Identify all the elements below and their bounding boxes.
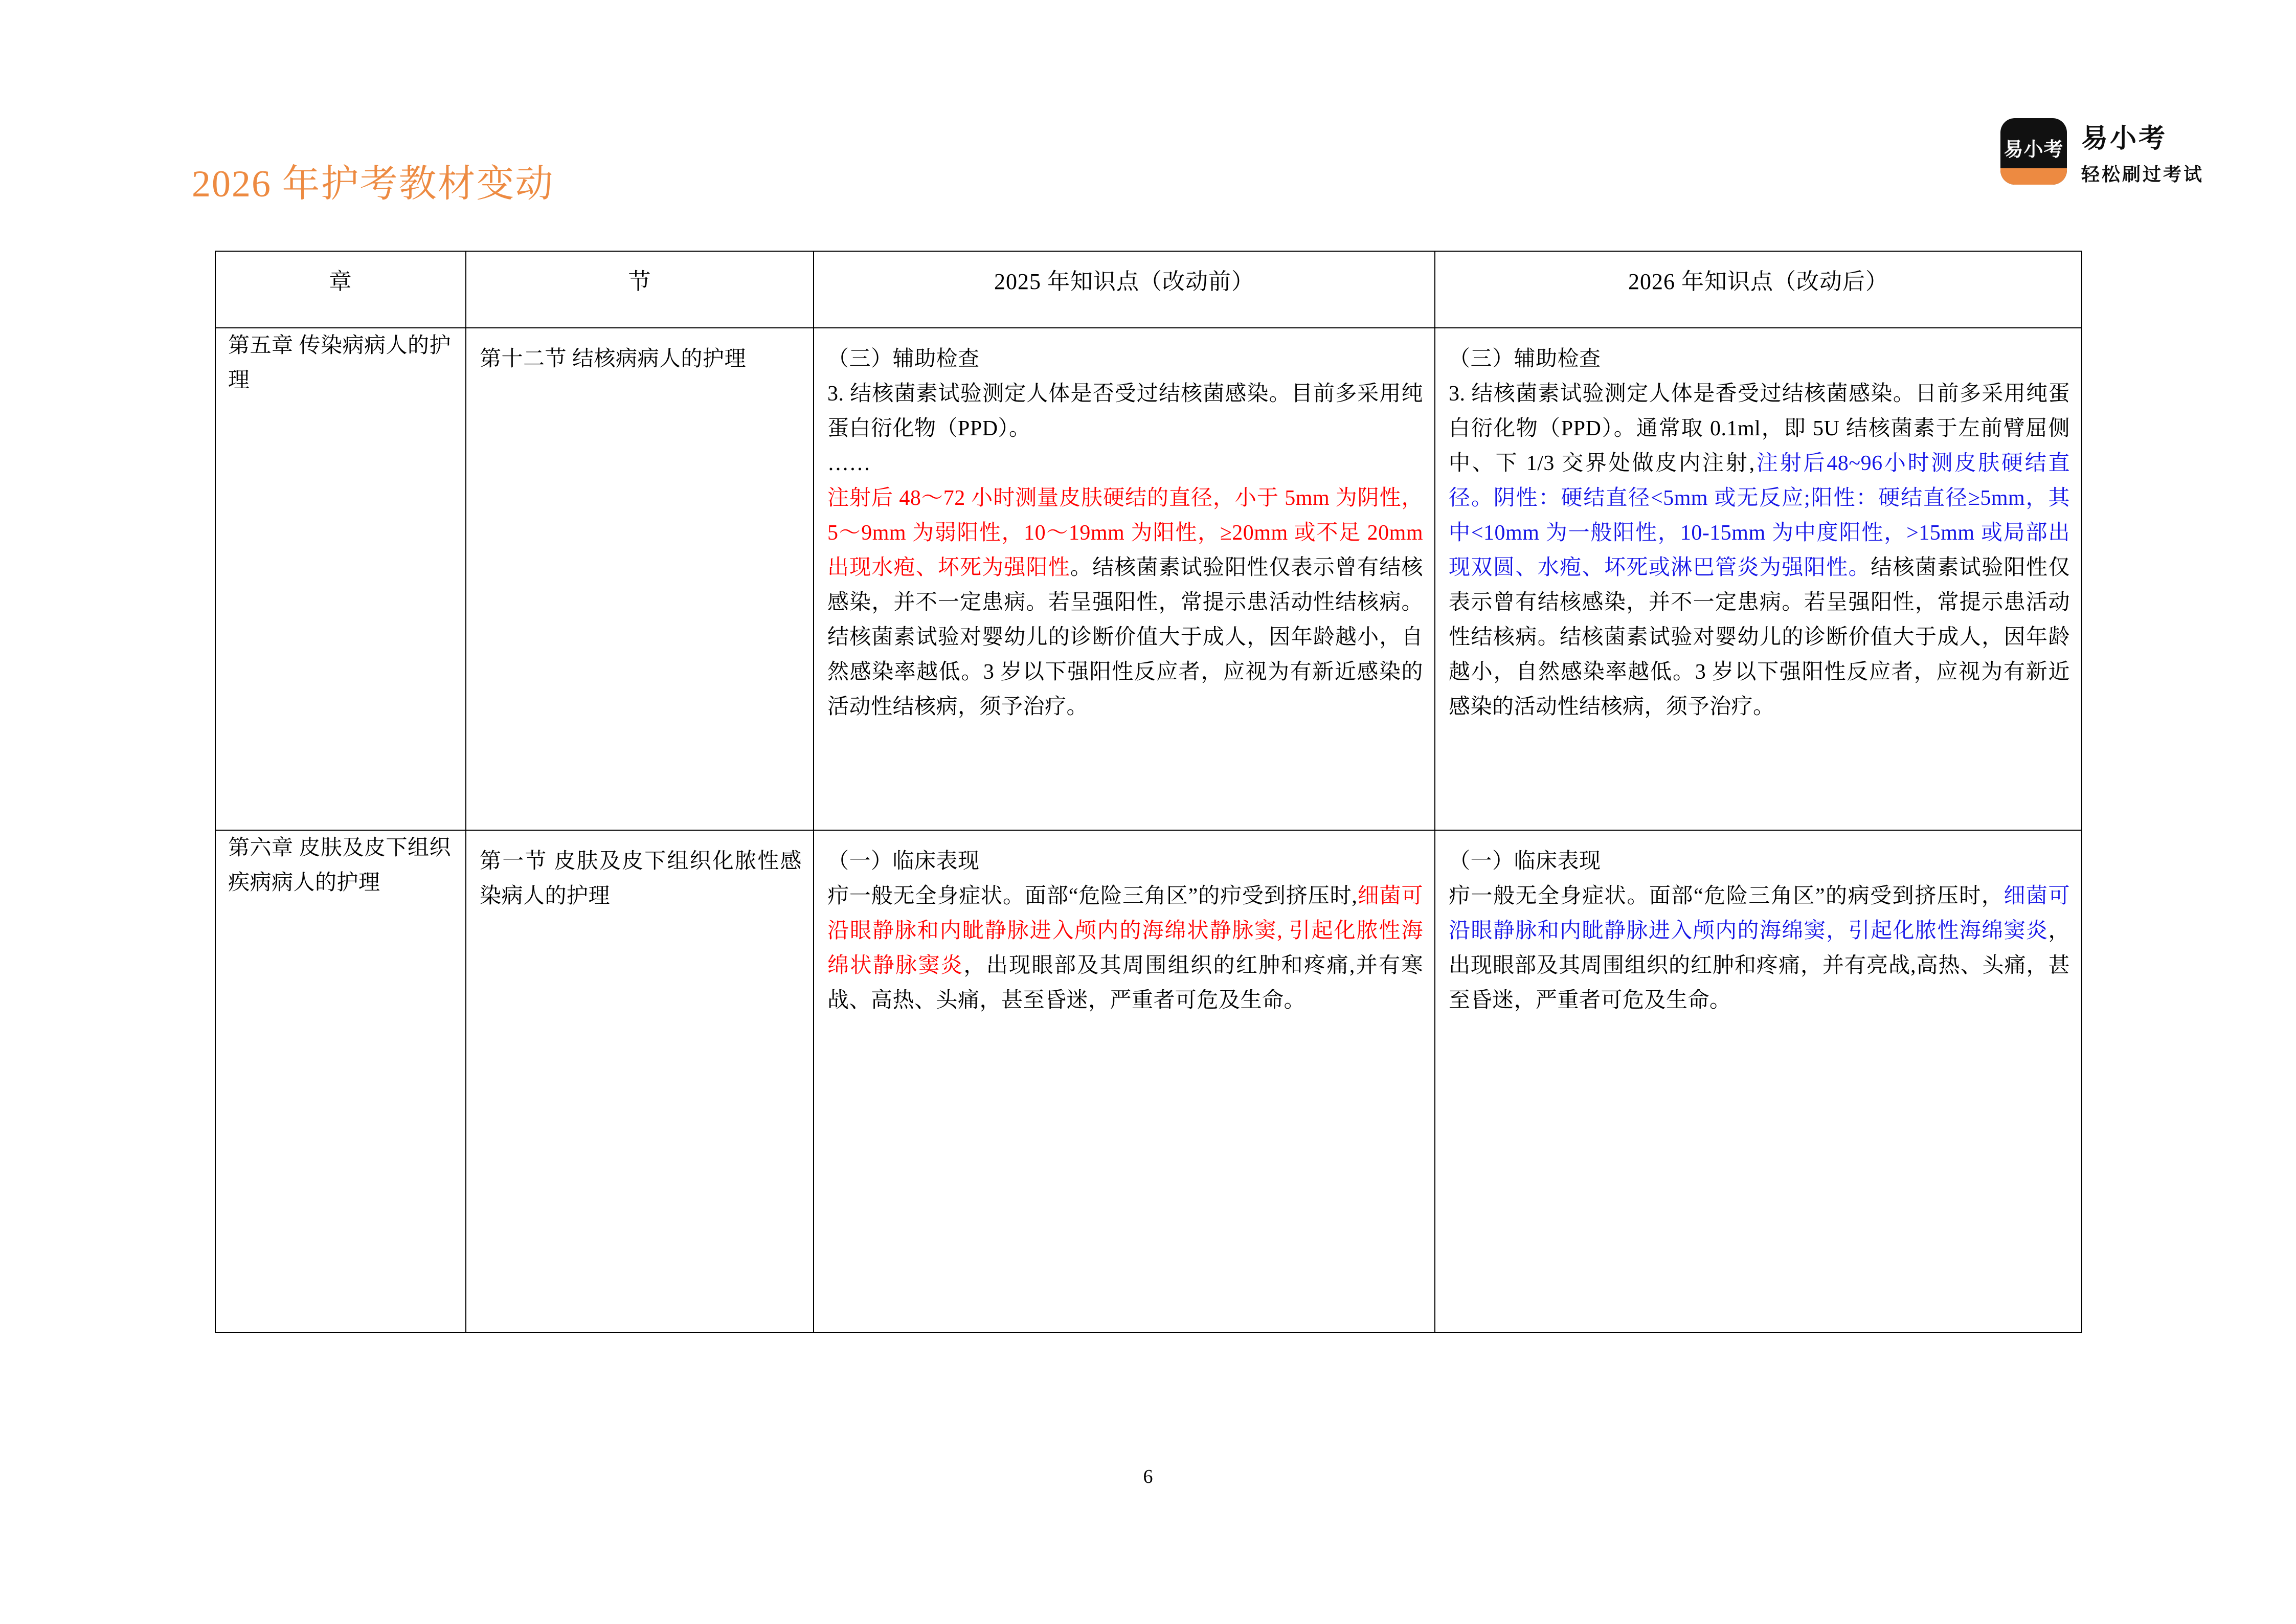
old-text-red-1: 细菌可沿眼静脉和内眦静脉进入颅内的海绵状静脉窦, 引起化脓性海绵状静脉窦炎 [827,884,1423,978]
column-header-chapter: 章 [215,251,466,328]
new-text-black-2: ，出现眼部及其周围组织的红肿和疼痛，并有亮战,高热、头痛，甚至昏迷，严重者可危及生命。 [1449,919,2070,1013]
brand-mark-label: 易小考 [2004,138,2064,161]
new-text-blue-1: 注射后48~96小时测皮肤硬结直径。阴性：硬结直径<5mm 或无反应;阳性：硬结直径≥5mm，其中<10mm 为一般阳性，10-15mm 为中度阳性，>15mm 或局部出现双圆、水疱、坏死或淋巴管炎为强阳性。 [1449,452,2070,580]
brand-slogan: 轻松刷过考试 [2081,164,2204,185]
table-row [215,328,2082,830]
old-knowledge-body [814,328,1434,740]
new-knowledge-body [1435,328,2081,740]
new-text-black-2: 结核菌素试验阳性仅表示曾有结核感染，并不一定患病。若呈强阳性，常提示患活动性结核病。结核菌素试验对婴幼儿的诊断价值大于成人，因年龄越小，自然感染率越低。3 岁以下强阳性反应者，应视为有新近感染的活动性结核病，须予治疗。 [1449,556,2070,719]
old-text-black-2: 。结核菌素试验阳性仅表示曾有结核感染，并不一定患病。若呈强阳性，常提示患活动性结核病。结核菌素试验对婴幼儿的诊断价值大于成人，因年龄越小，自然感染率越低。3 岁以下强阳性反应者，应视为有新近感染的活动性结核病，须予治疗。 [827,556,1423,719]
old-ellipsis: …… [827,452,871,476]
table-header-row [215,251,2082,328]
old-text-black-1: 3. 结核菌素试验测定人体是否受过结核菌感染。目前多采用纯蛋白衍化物（PPD）。 [827,382,1423,441]
old-paragraph [827,376,1423,446]
old-text-red-1: 注射后 48～72 小时测量皮肤硬结的直径，小于 5mm 为阴性，5～9mm 为弱阳性，10～19mm 为阳性，≥20mm 或不足 20mm 出现水疱、坏死为强阳性 [827,486,1423,580]
old-knowledge-cell [814,328,1435,830]
section-label: 第一节 皮肤及皮下组织化脓性感染病人的护理 [480,850,802,908]
new-text-black-1: 疖一般无全身症状。面部“危险三角区”的病受到挤压时， [1449,884,2004,908]
chapter-cell [215,830,466,1332]
old-paragraph-highlight [827,481,1423,724]
old-subheading: （一）临床表现 [827,850,980,873]
column-header-old: 2025 年知识点（改动前） [814,251,1435,328]
new-text-black-1: 3. 结核菌素试验测定人体是香受过结核菌感染。日前多采用纯蛋白衍化物（PPD）。通常取 0.1ml，即 5U 结核菌素于左前臂屈侧中、下 1/3 交界处做皮内注射, [1449,382,2070,476]
new-knowledge-cell [1435,830,2082,1332]
section-cell [466,328,814,830]
brand-name: 易小考 [2081,123,2167,154]
new-paragraph [1449,376,2070,724]
old-text-black-1: 疖一般无全身症状。面部“危险三角区”的疖受到挤压时, [827,884,1358,908]
chapter-label: 第五章 传染病病人的护理 [228,334,452,393]
brand-mark-strip [2000,168,2067,185]
table-row [215,830,2082,1332]
column-header-new: 2026 年知识点（改动后） [1435,251,2082,328]
chapter-label: 第六章 皮肤及皮下组织疾病病人的护理 [228,836,452,895]
new-knowledge-cell [1435,328,2082,830]
section-label: 第十二节 结核病病人的护理 [480,347,747,371]
old-paragraph [827,879,1423,1018]
changes-table [215,251,2082,1333]
brand-logo [2000,117,2204,186]
new-text-blue-1: 细菌可沿眼静脉和内眦静脉进入颅内的海绵窦，引起化脓性海绵窦炎 [1449,884,2070,943]
new-subheading: （三）辅助检查 [1449,347,1601,371]
section-cell [466,830,814,1332]
new-knowledge-body [1435,831,2081,1033]
old-knowledge-body [814,831,1434,1033]
new-paragraph [1449,879,2070,1018]
brand-text-block [2081,117,2204,186]
page-title: 2026 年护考教材变动 [192,163,554,205]
old-text-black-2: ，出现眼部及其周围组织的红肿和疼痛,并有寒战、高热、头痛，甚至昏迷，严重者可危及生命。 [827,954,1423,1013]
new-subheading: （一）临床表现 [1449,850,1601,873]
old-knowledge-cell [814,830,1435,1332]
column-header-section: 节 [466,251,814,328]
brand-mark-icon [2000,118,2067,185]
chapter-cell [215,328,466,830]
old-subheading: （三）辅助检查 [827,347,980,371]
page-number: 6 [1143,1466,1153,1487]
